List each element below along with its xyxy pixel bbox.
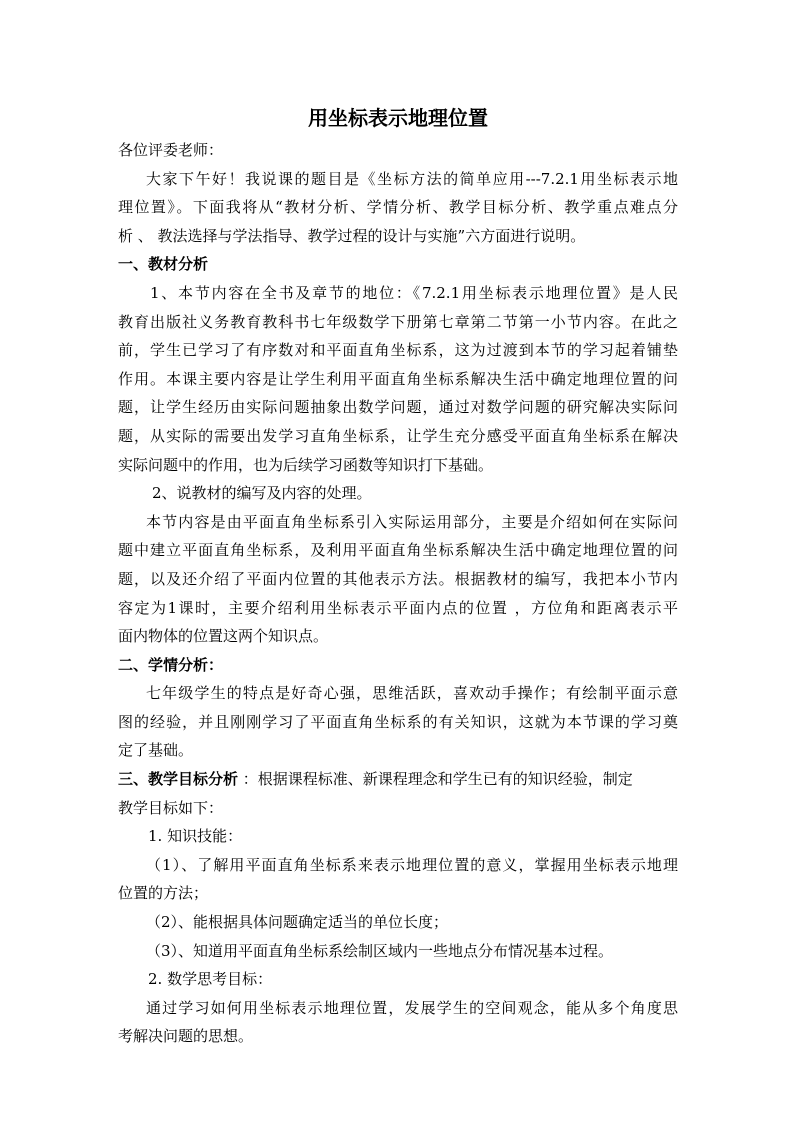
section-heading: 二、学情分析： [118,655,224,674]
paragraph-line: 图的经验，并且刚刚学习了平面直角坐标系的有关知识，这就为本节课的学习奠 [118,712,678,731]
paragraph-line: 2. 数学思考目标： [148,970,273,989]
paragraph-line: 理位置》。下面我将从“教材分析、学情分析、教学目标分析、教学重点难点分 [118,198,678,217]
paragraph-line: 教育出版社义务教育教科书七年级数学下册第七章第二节第一小节内容。在此之 [118,312,678,331]
paragraph-line: 1. 知识技能： [148,827,243,846]
paragraph-line: 实际问题中的作用，也为后续学习函数等知识打下基础。 [118,455,494,474]
section-heading: 一、教材分析 [118,255,209,274]
paragraph-line: 1、本节内容在全书及章节的地位：《7.2.1用坐标表示地理位置》是人民 [150,283,678,302]
paragraph-line: 教学目标如下： [118,798,224,817]
paragraph-line: 题，让学生经历由实际问题抽象出数学问题，通过对数学问题的研究解决实际问 [118,398,678,417]
paragraph-text: ：根据课程标准、新课程理念和学生已有的知识经验，制定 [238,770,633,789]
paragraph-line: 本节内容是由平面直角坐标系引入实际运用部分，主要是介绍如何在实际问 [146,512,678,531]
paragraph-line: 题中建立平面直角坐标系，及利用平面直角坐标系解决生活中确定地理位置的问 [118,541,678,560]
paragraph-line: 题，以及还介绍了平面内位置的其他表示方法。根据教材的编写，我把本小节内 [118,569,678,588]
document-page [118,100,678,1051]
section-heading: 三、教学目标分析 [118,770,239,789]
paragraph-line: 面内物体的位置这两个知识点。 [118,627,329,646]
paragraph-line: 2、说教材的编写及内容的处理。 [152,484,372,503]
paragraph-line: （1）、了解用平面直角坐标系来表示地理位置的意义，掌握用坐标表示地理 [146,855,678,874]
paragraph-line: 题，从实际的需要出发学习直角坐标系，让学生充分感受平面直角坐标系在解决 [118,426,678,445]
paragraph-line: 考解决问题的思想。 [118,1027,254,1046]
paragraph-line: 析 、 教法选择与学法指导、教学过程的设计与实施”六方面进行说明。 [118,226,586,245]
document-body [118,136,678,1051]
paragraph-line: （2）、能根据具体问题确定适当的单位长度； [146,913,449,932]
paragraph-line: （3）、知道用平面直角坐标系绘制区域内一些地点分布情况基本过程。 [146,941,614,960]
document-title: 用坐标表示地理位置 [308,106,488,130]
paragraph-line: 定了基础。 [118,741,194,760]
paragraph-line: 通过学习如何用坐标表示地理位置，发展学生的空间观念，能从多个角度思 [146,998,678,1017]
paragraph-line: 各位评委老师： [118,141,224,159]
paragraph-line: 位置的方法； [118,884,209,903]
paragraph-line: 容定为1课时，主要介绍利用坐标表示平面内点的位置 ，方位角和距离表示平 [118,598,678,617]
paragraph-line: 七年级学生的特点是好奇心强，思维活跃，喜欢动手操作；有绘制平面示意 [146,684,678,703]
paragraph-line: 大家下午好！我说课的题目是《坐标方法的简单应用---7.2.1用坐标表示地 [146,169,678,188]
paragraph-line: 前，学生已学习了有序数对和平面直角坐标系，这为过渡到本节的学习起着铺垫 [118,341,678,360]
paragraph-line: 作用。本课主要内容是让学生利用平面直角坐标系解决生活中确定地理位置的问 [118,369,678,388]
section-heading-line [118,765,678,794]
